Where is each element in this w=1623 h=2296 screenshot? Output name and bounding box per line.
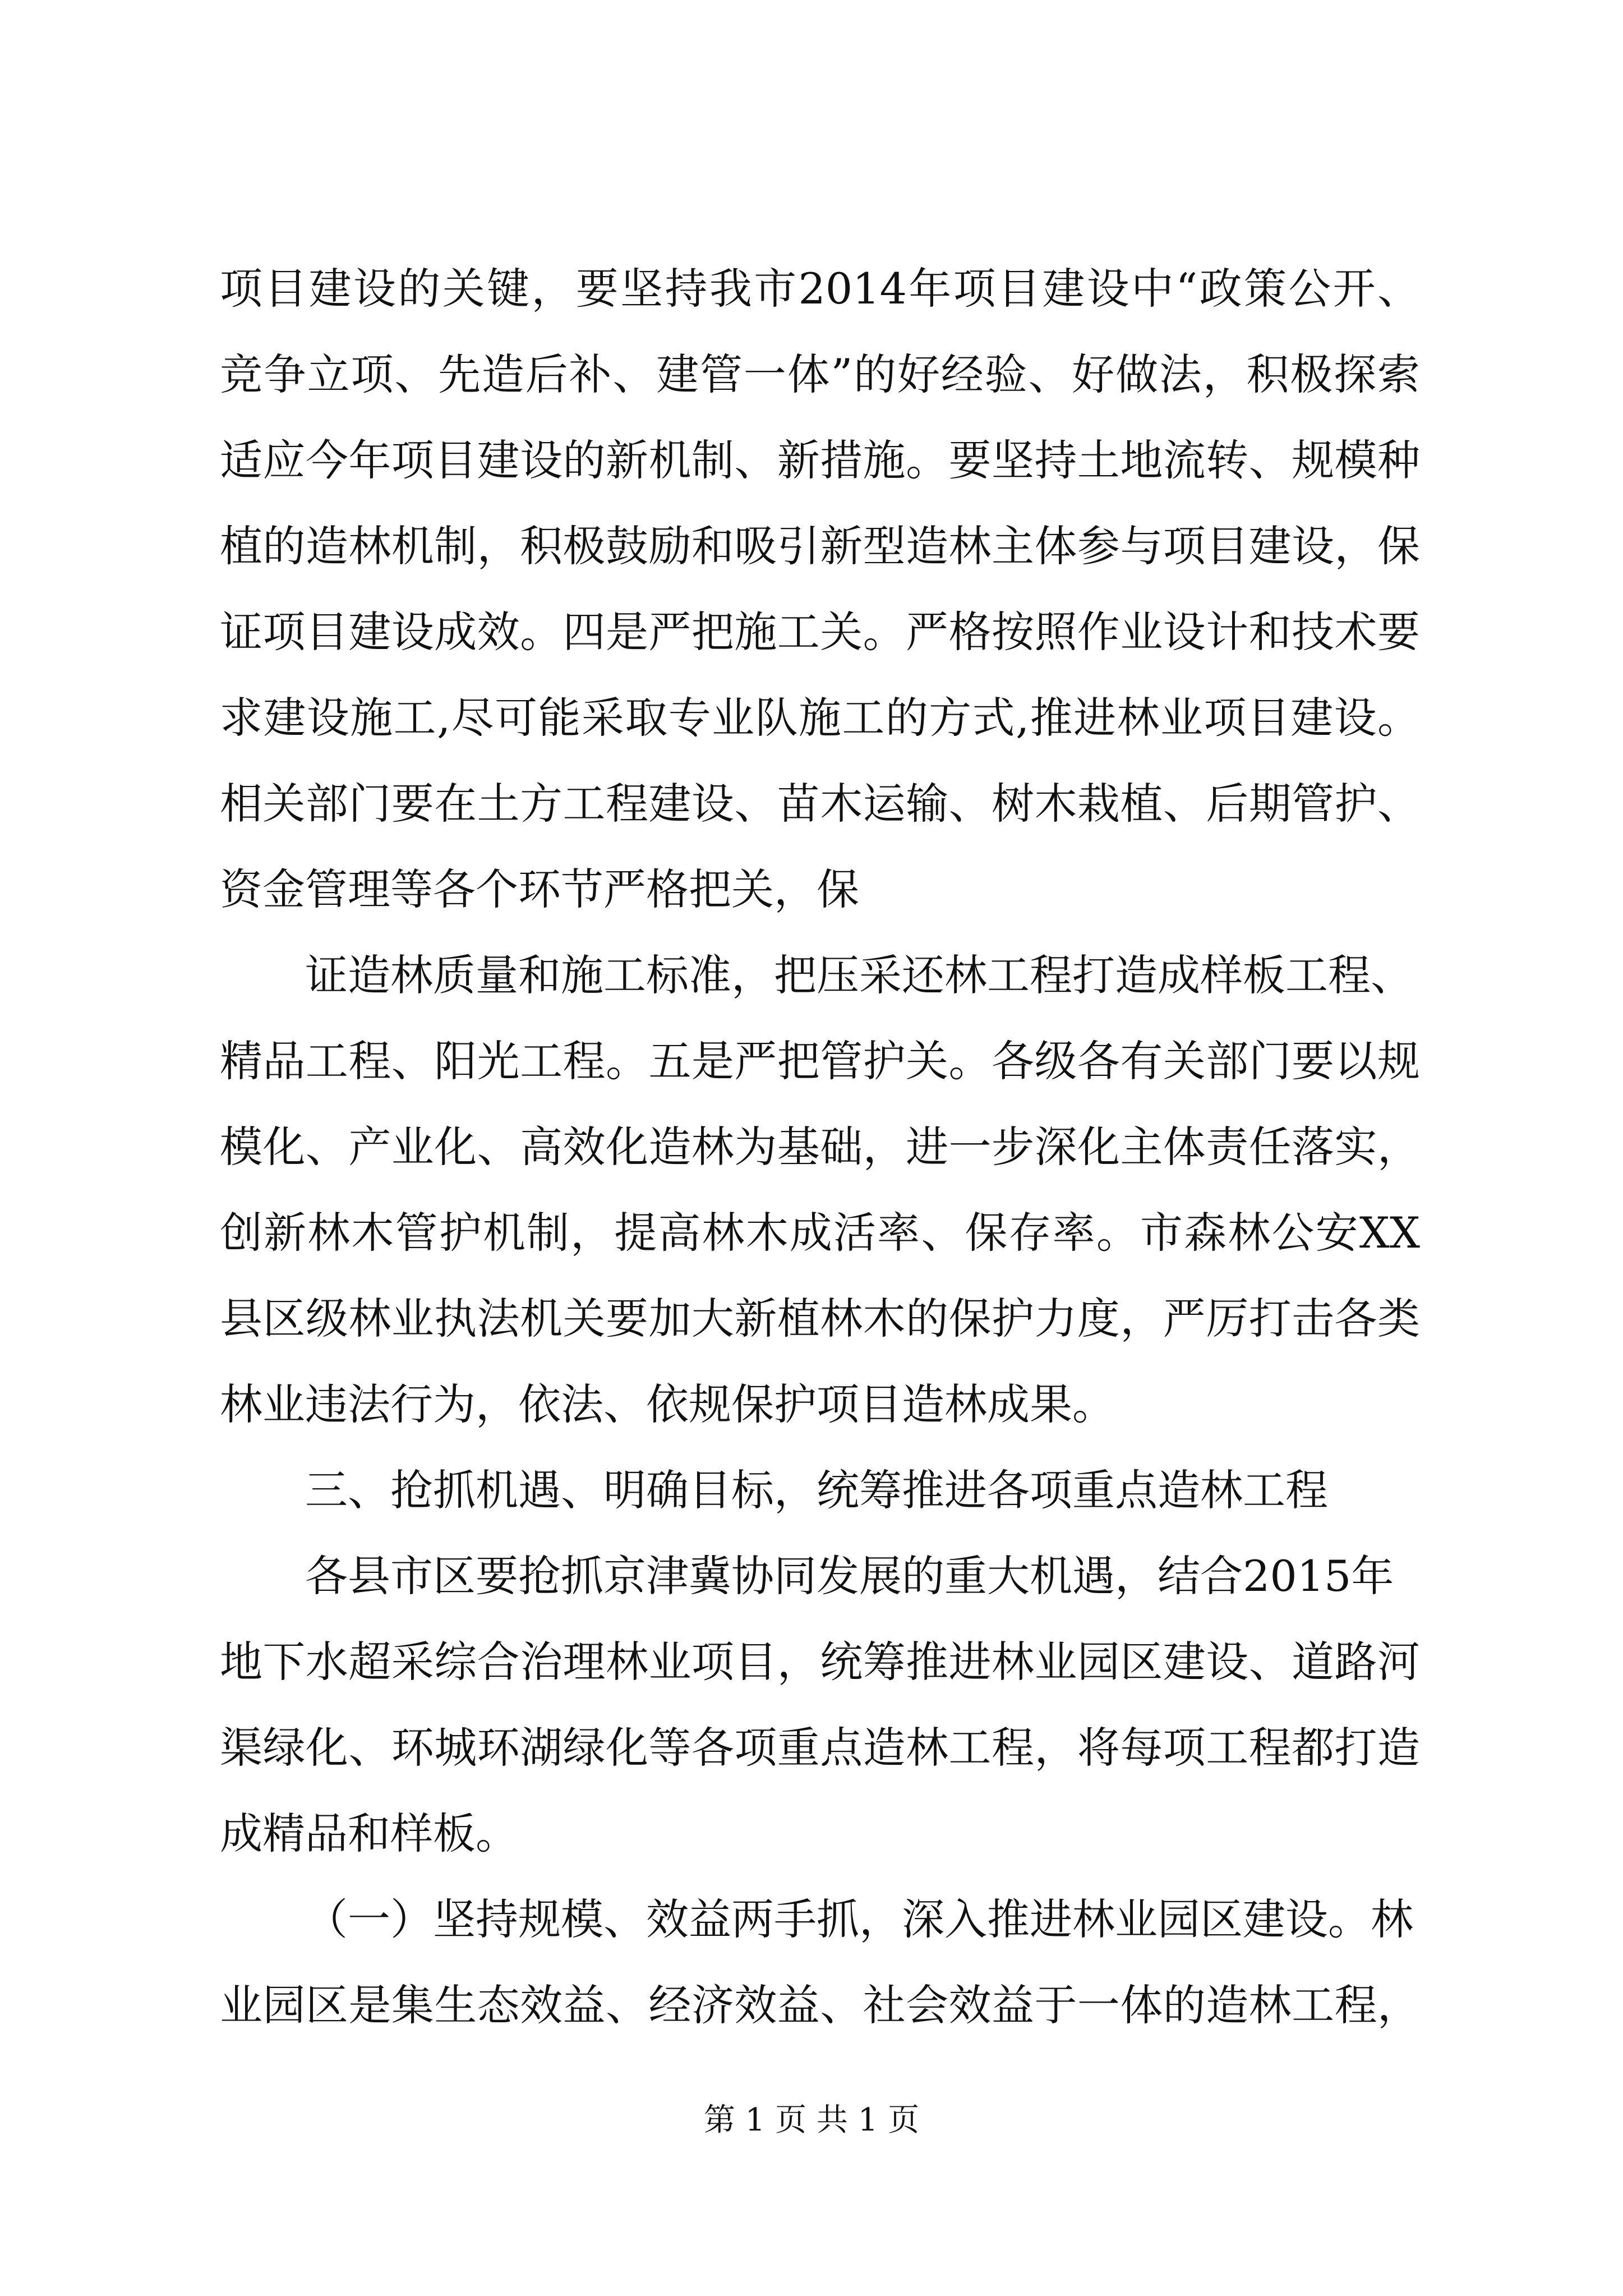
text-line-1: 项目建设的关键，要坚持我市2014年项目建设中“政策公开、: [220, 264, 1420, 314]
text-line-3: 适应今年项目建设的新机制、新措施。要坚持土地流转、规模种: [220, 435, 1420, 485]
text-line-21: 业园区是集生态效益、经济效益、社会效益于一体的造林工程，: [220, 1980, 1420, 2030]
text-line-12: 创新林木管护机制，提高林木成活率、保存率。市森林公安XX: [220, 1208, 1420, 1258]
section-heading: 三、抢抓机遇、明确目标，统筹推进各项重点造林工程: [305, 1465, 1328, 1515]
text-line-8: 资金管理等各个环节严格把关，保: [220, 864, 859, 914]
text-line-18: 渠绿化、环城环湖绿化等各项重点造林工程，将每项工程都打造: [220, 1723, 1420, 1773]
text-line-19: 成精品和样板。: [220, 1809, 518, 1858]
page-footer: 第 1 页 共 1 页: [703, 2102, 920, 2138]
text-line-11: 模化、产业化、高效化造林为基础，进一步深化主体责任落实，: [220, 1122, 1420, 1172]
text-line-20: （一）坚持规模、效益两手抓，深入推进林业园区建设。林: [305, 1894, 1413, 1944]
text-line-14: 林业违法行为，依法、依规保护项目造林成果。: [220, 1379, 1115, 1429]
text-line-17: 地下水超采综合治理林业项目，统筹推进林业园区建设、道路河: [220, 1637, 1420, 1687]
text-line-10: 精品工程、阳光工程。五是严把管护关。各级各有关部门要以规: [220, 1036, 1420, 1086]
text-line-5: 证项目建设成效。四是严把施工关。严格按照作业设计和技术要: [220, 607, 1420, 657]
text-line-16: 各县市区要抢抓京津冀协同发展的重大机遇，结合2015年: [305, 1551, 1394, 1601]
text-line-7: 相关部门要在土方工程建设、苗木运输、树木栽植、后期管护、: [220, 779, 1420, 829]
text-line-9: 证造林质量和施工标准，把压采还林工程打造成样板工程、: [305, 950, 1413, 1000]
text-line-13: 县区级林业执法机关要加大新植林木的保护力度，严厉打击各类: [220, 1294, 1420, 1343]
text-line-6: 求建设施工,尽可能采取专业队施工的方式,推进林业项目建设。: [220, 693, 1420, 743]
text-line-2: 竞争立项、先造后补、建管一体”的好经验、好做法，积极探索: [220, 349, 1420, 399]
text-line-4: 植的造林机制，积极鼓励和吸引新型造林主体参与项目建设，保: [220, 521, 1420, 571]
